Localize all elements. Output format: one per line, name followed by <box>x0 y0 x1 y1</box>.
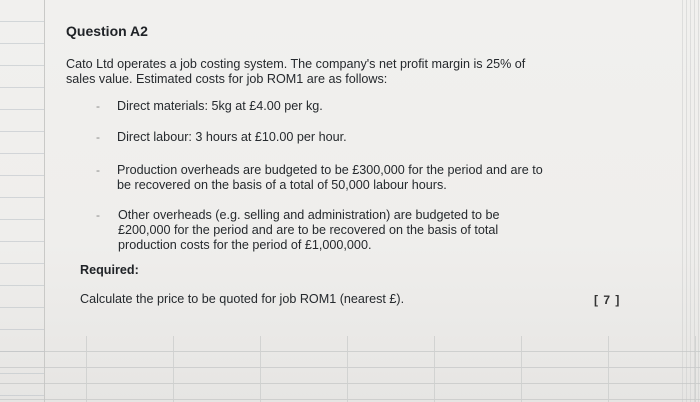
question-intro <box>66 57 606 87</box>
bullet-line: Production overheads are budgeted to be £300,000 for the period and are to <box>117 163 543 177</box>
task-text: Calculate the price to be quoted for job ROM1 (nearest £). <box>80 292 405 306</box>
bullet-marker: - <box>96 163 100 177</box>
bullet-line: Other overheads (e.g. selling and administration) are budgeted to be <box>118 208 500 222</box>
intro-line-1: Cato Ltd operates a job costing system. The company's net profit margin is 25% of <box>66 57 526 71</box>
required-heading: Required: <box>80 263 139 277</box>
marks-label: [ 7 ] <box>594 293 621 307</box>
bullet-line: production costs for the period of £1,000,000. <box>118 238 372 252</box>
bullet-marker: - <box>96 99 100 113</box>
bullet-marker: - <box>96 130 100 144</box>
bullet-line: Direct labour: 3 hours at £10.00 per hour. <box>117 130 347 144</box>
question-title: Question A2 <box>66 23 148 39</box>
bullet-line: Direct materials: 5kg at £4.00 per kg. <box>117 99 323 113</box>
bullet-line: be recovered on the basis of a total of 50,000 labour hours. <box>117 178 447 192</box>
bullet-line: £200,000 for the period and are to be recovered on the basis of total <box>118 223 499 237</box>
intro-line-2: sales value. Estimated costs for job ROM1 are as follows: <box>66 72 388 86</box>
bullet-direct-labour <box>117 130 347 145</box>
bottom-table-grid <box>0 336 700 402</box>
bullet-other-overheads <box>118 208 580 253</box>
bullet-direct-materials <box>117 99 323 114</box>
bullet-marker: - <box>96 208 100 222</box>
bullet-production-overheads <box>117 163 587 193</box>
